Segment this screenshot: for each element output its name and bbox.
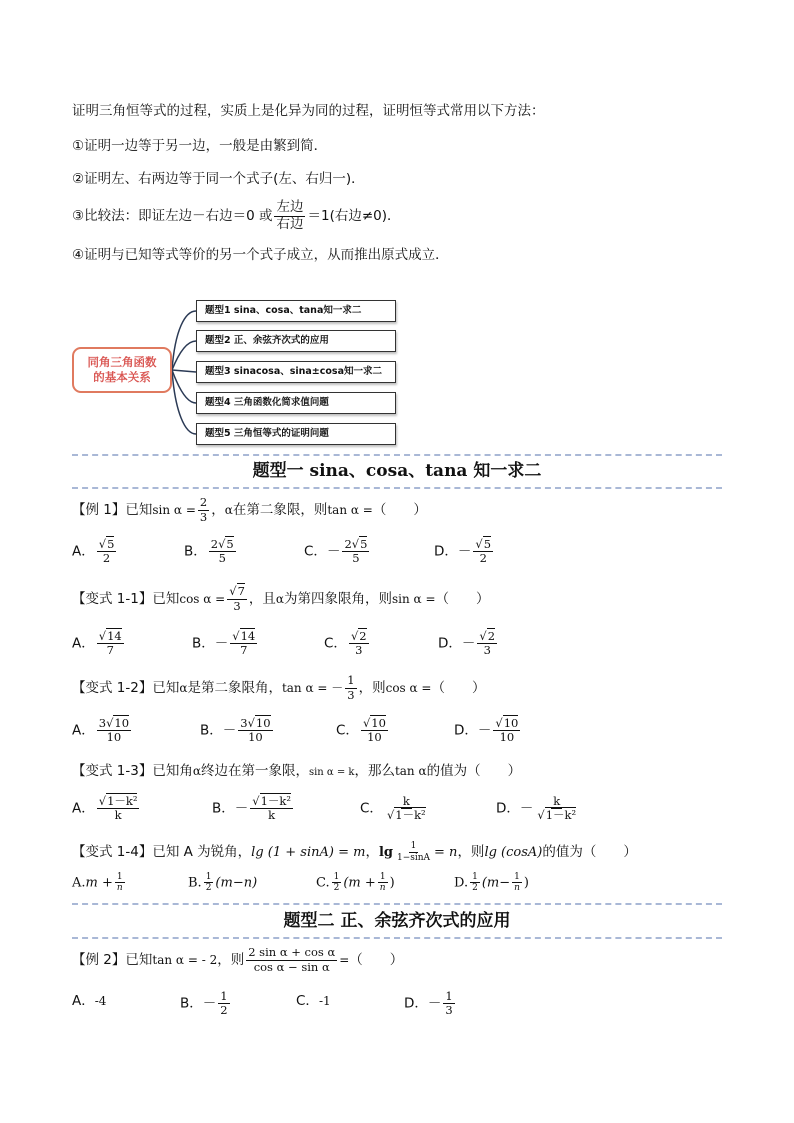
variant1-2-option-a[interactable]	[72, 717, 133, 744]
option-sign: －	[222, 722, 237, 739]
option-fraction: $\frac{k}{\text{√1－k²}}$	[386, 794, 426, 823]
option-num: 1	[116, 872, 123, 882]
option-den: 7	[106, 643, 114, 658]
example1-option-b[interactable]	[184, 538, 238, 565]
option-value: -4	[94, 994, 107, 1008]
example1-fn2: tan α =	[327, 503, 373, 517]
option-den: 2	[205, 883, 212, 894]
option-label: B．	[184, 543, 207, 560]
option-num: 1	[379, 872, 386, 882]
section1-divider-top	[72, 454, 722, 456]
option-den: 5	[218, 551, 226, 566]
example2-fn: tan α = - 2	[152, 953, 218, 967]
option-num: 1	[472, 872, 478, 882]
option-label: A.	[72, 875, 86, 891]
intro-text-1: 证明三角恒等式的过程，实质上是化异为同的过程，证明恒等式常用以下方法：	[72, 103, 545, 119]
section2-divider-top	[72, 903, 722, 905]
variant1-3-question	[72, 760, 521, 784]
option-den: 3	[355, 643, 363, 658]
option-fraction: $\frac{\text{√1－k²}}{k}$	[252, 794, 291, 823]
variant1-4-lg: lg	[378, 845, 393, 860]
variant1-1-option-c[interactable]	[324, 630, 371, 657]
option-radicand: 10	[503, 716, 519, 730]
option-fraction: $\frac{√5}{2}$	[475, 537, 492, 566]
example1-question	[72, 496, 427, 524]
option-fraction: $\frac{√10}{10}$	[495, 716, 519, 745]
option-label: C．	[336, 722, 359, 739]
option-num: 1	[205, 872, 212, 882]
variant1-1-fn: cos α =	[179, 592, 226, 606]
option-label: B．	[192, 635, 215, 652]
variant1-2-option-c[interactable]	[336, 717, 390, 744]
option-label: B．	[180, 995, 203, 1012]
example1-alpha: α	[224, 503, 233, 517]
option-num: k	[553, 794, 561, 808]
option-radicand: 10	[255, 716, 271, 730]
option-fraction: $\frac{√10}{10}$	[362, 716, 386, 745]
example1-comma: ，	[211, 502, 225, 518]
option-den: 10	[367, 730, 382, 745]
variant1-4-option-c[interactable]	[316, 872, 395, 894]
mindmap-item-5: 题型5 三角恒等式的证明问题	[196, 423, 396, 445]
variant1-1-alpha: α	[275, 592, 284, 606]
option-label: D．	[404, 995, 428, 1012]
ratio-num: 左边	[276, 199, 304, 215]
option-sign: －	[519, 800, 534, 817]
variant1-2-question	[72, 674, 485, 702]
mindmap-item-2: 题型2 正、余弦齐次式的应用	[196, 330, 396, 352]
mindmap-center-line2: 的基本关系	[93, 370, 151, 384]
option-num: 1	[514, 872, 520, 882]
option-den: 3	[445, 1003, 453, 1018]
option-fraction-2	[378, 872, 388, 894]
option-fraction	[443, 990, 454, 1017]
variant1-4-expr3: lg (cosA)	[484, 845, 543, 860]
option-fraction: $\frac{√14}{7}$	[232, 629, 256, 658]
option-sign: －	[427, 995, 442, 1012]
option-den: n	[116, 883, 123, 894]
option-fraction: $\frac{3√10}{10}$	[240, 716, 271, 745]
option-radicand: 14	[240, 629, 256, 643]
option-expr: (m−	[481, 875, 511, 891]
intro-text-2: ①证明一边等于另一边，一般是由繁到简．	[72, 138, 328, 154]
intro-text-5: ④证明与已知等式等价的另一个式子成立，从而推出原式成立．	[72, 247, 449, 263]
variant1-1-paren: （ ）	[435, 591, 490, 607]
option-fraction	[204, 872, 214, 894]
example1-option-c[interactable]	[304, 538, 371, 565]
option-fraction	[470, 872, 480, 894]
option-num: 1	[445, 989, 453, 1003]
option-radicand: 2	[487, 629, 496, 643]
option-label: C．	[360, 800, 383, 817]
option-fraction: $\frac{\text{√1－k²}}{k}$	[98, 794, 138, 823]
example1-prefix: 【例 1】已知	[72, 502, 153, 518]
variant1-1-radicand: 7	[237, 584, 245, 599]
option-sign: －	[461, 635, 476, 652]
variant1-2-fraction	[345, 674, 356, 701]
option-sign: －	[214, 635, 229, 652]
option-den: 10	[499, 730, 515, 745]
option-label: C．	[304, 543, 327, 560]
variant1-2-rest: 是第二象限角，	[187, 680, 282, 696]
variant1-3-fn: sin α = k	[308, 767, 355, 778]
variant1-1-fn2: sin α =	[392, 592, 436, 606]
variant1-4-prefix: 【变式 1-4】已知 A 为锐角，	[72, 844, 252, 860]
option-sign: －	[234, 800, 249, 817]
option-label: D．	[434, 543, 458, 560]
option-radicand: 5	[483, 537, 492, 551]
option-den: 10	[248, 730, 263, 745]
option-close: )	[523, 875, 529, 891]
option-fraction: $\frac{k}{\text{√1－k²}}$	[537, 794, 577, 823]
mindmap-item-1: 题型1 sina、cosa、tana知一求二	[196, 300, 396, 322]
example2-question	[72, 944, 403, 976]
example2-option-c[interactable]	[296, 990, 331, 1012]
example2-eq: =	[339, 953, 350, 967]
option-label: A．	[72, 993, 95, 1009]
section1-title: 题型一 sina、cosa、tana 知一求二	[252, 461, 542, 481]
option-radicand: 1－k²	[545, 808, 577, 823]
variant1-4-rest: ，则	[457, 844, 485, 860]
intro-text-4b: ＝1(右边≠0)．	[307, 208, 401, 225]
option-value: -1	[318, 994, 331, 1008]
option-den: 2	[472, 883, 478, 894]
mindmap-center	[72, 347, 172, 393]
variant1-4-sep: ，	[365, 844, 379, 860]
option-label: A．	[72, 800, 95, 817]
variant1-4-num: 1	[410, 841, 417, 852]
option-den: 2	[220, 1003, 228, 1018]
option-fraction: $\frac{2√5}{5}$	[210, 537, 234, 566]
variant1-2-alpha: α	[179, 681, 188, 695]
option-fraction: $\frac{2√5}{5}$	[344, 537, 368, 566]
option-coef: 3	[98, 716, 107, 730]
option-radicand: 1－k²	[260, 794, 291, 808]
option-den: 7	[240, 643, 248, 658]
example2-paren: （ ）	[349, 952, 404, 968]
variant1-2-option-d[interactable]	[454, 717, 522, 744]
option-den: 10	[106, 730, 122, 745]
example1-option-a[interactable]	[72, 538, 118, 565]
option-close: )	[389, 875, 395, 891]
option-label: D．	[454, 722, 478, 739]
option-expr: (m−n)	[215, 875, 258, 891]
mindmap-item-3: 题型3 sinacosa、sina±cosa知一求二	[196, 361, 396, 383]
variant1-2-paren: （ ）	[431, 680, 486, 696]
option-den: 5	[352, 551, 360, 566]
variant1-4-option-d[interactable]	[454, 872, 529, 894]
variant1-4-question	[72, 840, 637, 865]
option-label: D．	[438, 635, 462, 652]
option-label: C．	[324, 635, 347, 652]
variant1-4-eqn: = n	[434, 845, 458, 860]
option-label: C.	[316, 875, 330, 891]
section1-divider-bottom	[72, 487, 722, 489]
example1-rest: 在第二象限，则	[232, 502, 328, 518]
intro-text-3: ②证明左、右两边等于同一个式子(左、右归一)．	[72, 171, 365, 187]
variant1-4-expr1: lg (1 + sinA) = m	[251, 845, 366, 860]
option-label: B．	[200, 722, 223, 739]
variant1-1-option-a[interactable]	[72, 630, 126, 657]
option-coef: 3	[240, 716, 248, 730]
variant1-2-prefix: 【变式 1-2】已知	[72, 680, 180, 696]
variant1-3-prefix: 【变式 1-3】已知角	[72, 763, 193, 779]
variant1-2-den: 3	[347, 687, 355, 702]
option-radicand: 5	[360, 537, 368, 551]
option-radicand: 10	[114, 716, 130, 730]
option-radicand: 1－k²	[107, 794, 138, 808]
option-label: C．	[296, 993, 319, 1009]
variant1-3-fn2: tan α	[394, 764, 427, 778]
option-den: n	[379, 883, 386, 894]
option-label: B.	[188, 875, 202, 891]
variant1-1-mid: ，且	[248, 591, 276, 607]
example2-num: 2 sin α + cos α	[248, 945, 336, 960]
option-den: n	[514, 883, 520, 894]
example1-paren: （ ）	[372, 502, 427, 518]
section2-title: 题型二 正、余弦齐次式的应用	[283, 911, 511, 931]
option-label: A．	[72, 722, 95, 739]
variant1-3-option-d[interactable]	[496, 795, 580, 822]
option-label: B．	[212, 800, 235, 817]
variant1-3-option-b[interactable]	[212, 795, 295, 822]
example2-fraction	[246, 946, 337, 973]
variant1-4-option-b[interactable]	[188, 872, 257, 894]
example2-den: cos α − sin α	[253, 959, 330, 974]
option-den: 3	[483, 643, 491, 658]
option-expr: m +	[85, 875, 113, 891]
variant1-3-rest2: 的值为（ ）	[426, 763, 522, 779]
variant1-4-fraction	[395, 841, 432, 863]
variant1-3-mid: ，那么	[354, 763, 395, 779]
variant1-3-rest: 终边在第一象限，	[200, 763, 309, 779]
variant1-4-option-a[interactable]	[72, 872, 127, 894]
option-radicand: 5	[107, 537, 115, 551]
option-den: k	[268, 808, 276, 823]
example1-den: 3	[199, 509, 208, 524]
option-label: D．	[496, 800, 520, 817]
variant1-1-prefix: 【变式 1-1】已知	[72, 591, 180, 607]
option-fraction: $\frac{√5}{2}$	[98, 537, 115, 566]
variant1-2-num: 1	[347, 673, 355, 688]
intro-text-4a: ③比较法：即证左边－右边＝0 或	[72, 208, 273, 225]
option-sign: －	[477, 722, 492, 739]
option-fraction-2	[512, 872, 522, 894]
variant1-1-fraction: $\frac{√7}{3}$	[229, 584, 245, 613]
option-coef: 2	[344, 537, 352, 551]
option-den: k	[114, 808, 122, 823]
example1-num: 2	[199, 495, 208, 510]
variant1-4-den: 1−sinA	[396, 852, 431, 863]
example2-option-d[interactable]	[404, 990, 457, 1017]
option-label: A．	[72, 543, 95, 560]
variant1-2-mid: ，则	[358, 680, 386, 696]
variant1-1-question	[72, 584, 490, 614]
example2-option-a[interactable]	[72, 990, 106, 1012]
variant1-3-option-c[interactable]	[360, 795, 430, 822]
option-den: 2	[479, 551, 487, 566]
mindmap-center-line1: 同角三角函数	[87, 355, 157, 369]
option-expr: (m +	[343, 875, 376, 891]
option-radicand: 10	[371, 716, 386, 730]
ratio-den: 右边	[276, 215, 304, 232]
option-den: 2	[102, 551, 111, 566]
section2-divider-bottom	[72, 937, 722, 939]
example1-fn: sin α =	[152, 503, 196, 517]
option-num: k	[402, 794, 410, 808]
option-num: 1	[333, 872, 340, 882]
option-sign: －	[457, 543, 472, 560]
example2-option-b[interactable]	[180, 990, 232, 1017]
variant1-1-rest: 为第四象限角，则	[284, 591, 392, 607]
option-fraction	[218, 990, 229, 1017]
variant1-1-option-d[interactable]	[438, 630, 499, 657]
option-sign: －	[326, 543, 341, 560]
example1-option-d[interactable]	[434, 538, 495, 565]
option-label: D.	[454, 875, 469, 891]
option-num: 1	[220, 989, 228, 1003]
variant1-1-option-b[interactable]	[192, 630, 259, 657]
option-fraction	[332, 872, 342, 894]
mindmap-item-4: 题型4 三角函数化简求值问题	[196, 392, 396, 414]
variant1-4-rest2: 的值为（ ）	[542, 844, 637, 860]
option-fraction: $\frac{3√10}{10}$	[98, 716, 130, 745]
option-radicand: 2	[359, 629, 367, 643]
option-fraction	[115, 872, 125, 894]
option-fraction: $\frac{√14}{7}$	[98, 629, 122, 658]
option-radicand: 14	[107, 629, 122, 643]
option-fraction: $\frac{√2}{3}$	[350, 629, 367, 658]
variant1-3-option-a[interactable]	[72, 795, 141, 822]
option-sign: －	[202, 995, 217, 1012]
variant1-1-den: 3	[233, 598, 241, 613]
example2-mid: ，则	[217, 952, 245, 968]
variant1-2-fn2: cos α =	[385, 681, 432, 695]
option-coef: 2	[210, 537, 219, 551]
option-den: 2	[333, 883, 340, 894]
option-radicand: 5	[226, 537, 234, 551]
example2-prefix: 【例 2】已知	[72, 952, 153, 968]
example1-fraction	[198, 496, 209, 523]
variant1-2-option-b[interactable]	[200, 717, 275, 744]
option-fraction: $\frac{√2}{3}$	[479, 629, 496, 658]
variant1-3-alpha: α	[192, 764, 201, 778]
variant1-2-fn: tan α = －	[281, 681, 344, 695]
option-radicand: 1－k²	[395, 808, 426, 823]
option-label: A．	[72, 635, 95, 652]
